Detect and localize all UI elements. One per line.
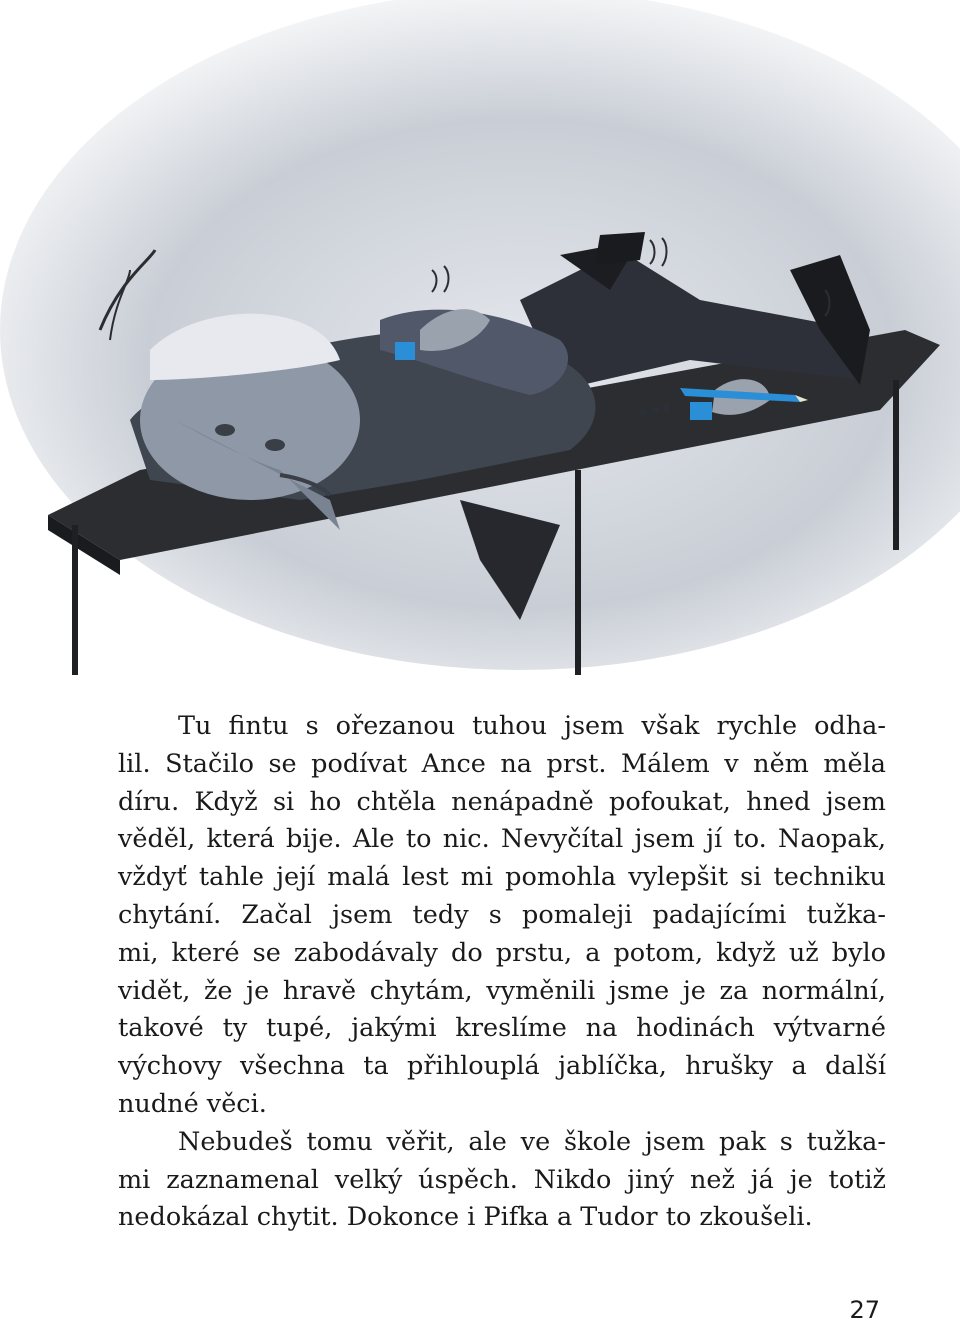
page-number: 27	[849, 1296, 880, 1324]
text-line: vždyť tahle její malá lest mi pomohla vylepšit si techniku	[118, 862, 886, 893]
text-line: Nebudeš tomu věřit, ale ve škole jsem pak s tužka-	[178, 1126, 886, 1157]
body-text	[118, 708, 886, 1237]
text-line: nudné věci.	[118, 1088, 267, 1119]
left-cuff	[395, 342, 415, 360]
text-line: chytání. Začal jsem tedy s pomaleji padajícími tužka-	[118, 899, 886, 930]
paragraph-1	[118, 708, 886, 1124]
right-cuff	[690, 402, 712, 420]
text-line: mi zaznamenal velký úspěch. Nikdo jiný než já je totiž	[118, 1164, 886, 1195]
paragraph-2	[118, 1124, 886, 1237]
text-line: výchovy všechna ta přihlouplá jablíčka, hrušky a další	[118, 1051, 886, 1082]
text-line: mi, které se zabodávaly do prstu, a potom, když už bylo	[118, 937, 886, 968]
text-line: díru. Když si ho chtěla nenápadně pofoukat, hned jsem	[118, 786, 886, 817]
text-line: nedokázal chytit. Dokonce i Pifka a Tudor to zkoušeli.	[118, 1202, 813, 1233]
text-line: věděl, která bije. Ale to nic. Nevyčítal jsem jí to. Naopak,	[118, 824, 886, 855]
text-line: vidět, že je hravě chytám, vyměnili jsme je za normální,	[118, 975, 886, 1006]
text-line: takové ty tupé, jakými kreslíme na hodinách výtvarné	[118, 1013, 886, 1044]
text-line: Tu fintu s ořezanou tuhou jsem však rychle odha-	[178, 711, 886, 741]
text-line: lil. Stačilo se podívat Ance na prst. Málem v něm měla	[118, 748, 886, 779]
